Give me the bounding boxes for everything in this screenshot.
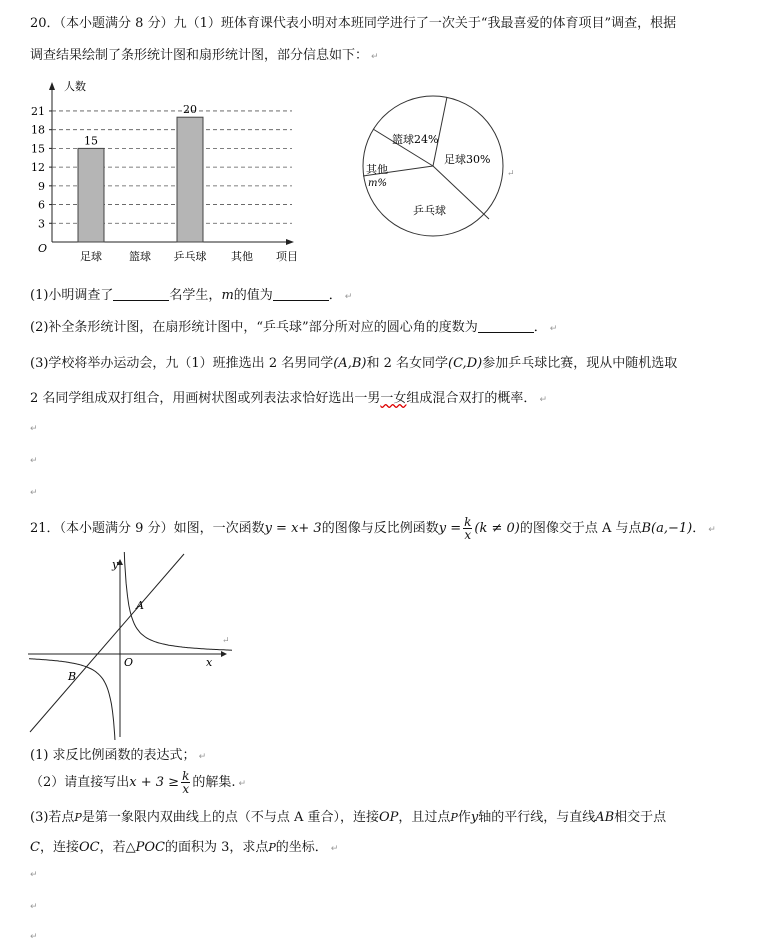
return-mark: ↵: [330, 844, 339, 854]
q20-p3-text-b: 和 2 名女同学: [366, 356, 448, 371]
answer-blank[interactable]: [113, 288, 169, 301]
q21-p2-text: （2）请直接写出: [30, 775, 130, 790]
x-axis-title: 项目: [276, 250, 298, 263]
frac-numerator: k: [182, 769, 190, 783]
y-axis-title: 人数: [64, 80, 86, 93]
q21-part3-line1: [30, 806, 666, 825]
q20-p3-text-d: 2 名同学组成双打组合，用画树状图或列表法求恰好选出一男: [30, 391, 381, 406]
q20-part2: [30, 316, 557, 335]
linear-function: y = x+ 3: [264, 521, 322, 536]
return-mark: ↵: [549, 324, 558, 334]
return-mark: ↵: [30, 456, 38, 466]
frac-numerator: k: [464, 515, 472, 529]
return-mark: ↵: [708, 525, 716, 535]
q21-part2: [30, 770, 246, 795]
segment-OP: OP: [378, 810, 399, 825]
frac-denominator: x: [464, 528, 472, 542]
q21-p3-text-j: 的坐标．: [275, 840, 328, 855]
point-A-label: A: [136, 599, 144, 612]
inequality: x + 3 ≥: [129, 775, 180, 790]
return-mark: ↵: [222, 636, 230, 646]
q21-p3-text-f: 相交于点: [614, 810, 667, 825]
q20-line2: [30, 44, 379, 63]
q20-part1: [30, 284, 352, 303]
q20-p1-text-c: 的值为: [233, 288, 273, 303]
condition-k: (k ≠ 0): [474, 521, 520, 536]
q21-p3-text-e: 轴的平行线，与直线: [478, 810, 596, 825]
return-mark: ↵: [30, 424, 38, 434]
y-tick-label: 3: [38, 217, 45, 231]
origin-label: O: [38, 242, 48, 255]
return-mark: ↵: [198, 752, 207, 762]
math-AB: (A,B): [333, 356, 367, 371]
period: ．: [328, 288, 342, 303]
pie-label-other-percent: m%: [368, 178, 387, 189]
return-mark: ↵: [30, 902, 38, 912]
q20-part3-line1: [30, 352, 677, 371]
segment-OC: OC: [78, 840, 100, 855]
math-CD: (C,D): [448, 356, 483, 371]
q20-intro: 调查结果绘制了条形统计图和扇形统计图，部分信息如下：: [30, 48, 369, 63]
q20-title: 20．（本小题满分 8 分）九（1）班体育课代表小明对本班同学进行了一次关于“我最喜爱的体育项目”调查，根据: [30, 16, 677, 31]
return-mark: ↵: [30, 932, 38, 942]
frac-denominator: x: [182, 782, 190, 796]
bar-value-label: 20: [183, 103, 197, 117]
pie-label-basketball: 篮球24%: [392, 133, 439, 146]
return-mark: ↵: [344, 292, 353, 302]
q21-p3-text-c: ，且过点: [398, 810, 451, 825]
q21-p3-text-g: ，连接: [39, 840, 79, 855]
y-tick-label: 6: [38, 198, 45, 212]
q21-p1-text: (1) 求反比例函数的表达式；: [30, 748, 196, 763]
y-tick-label: 18: [31, 123, 45, 137]
fraction-k-over-x: [181, 770, 190, 795]
return-mark: ↵: [507, 169, 515, 179]
point-B-coord: B(a,−1): [641, 521, 693, 536]
q21-p3-text-h: ，若: [99, 840, 126, 855]
q21-title: 21．（本小题满分 9 分）如图，一次函数: [30, 521, 265, 536]
pie-label-pingpong: 乒乓球: [413, 204, 446, 217]
bar: [78, 148, 104, 242]
y-tick-label: 12: [31, 161, 45, 175]
y-axis-arrow: [49, 82, 55, 90]
line-AB: AB: [595, 810, 615, 825]
spell-check-word: 一女: [380, 391, 407, 406]
answer-blank[interactable]: [273, 288, 329, 301]
q21-p3-text-b: 是第一象限内双曲线上的点（不与点 A 重合），连接: [81, 810, 379, 825]
pie-chart: [355, 86, 530, 251]
function-graph: [28, 552, 243, 740]
var-y: y: [470, 810, 479, 825]
q21-text-b: 的图像与反比例函数: [321, 521, 439, 536]
q21-part1: [30, 744, 206, 763]
period: ．: [692, 521, 706, 536]
q21-p3-text-i: 的面积为 3，求点: [164, 840, 269, 855]
return-mark: ↵: [30, 488, 38, 498]
var-P: P: [450, 811, 458, 824]
inverse-function-lhs: y =: [438, 521, 462, 536]
x-tick-label: 篮球: [129, 250, 151, 263]
q21-line1: [30, 516, 716, 541]
x-tick-label: 足球: [80, 250, 102, 263]
var-C: C: [30, 840, 40, 855]
bar-chart: [30, 78, 310, 268]
triangle-POC: △POC: [125, 840, 165, 855]
q21-text-c: 的图像交于点 A 与点: [519, 521, 642, 536]
return-mark: ↵: [371, 52, 379, 62]
var-P: P: [74, 811, 82, 824]
q20-line1: [30, 12, 676, 31]
y-tick-label: 21: [31, 104, 45, 118]
x-axis-arrow: [286, 239, 294, 245]
q21-p3-text-d: 作: [457, 810, 471, 825]
y-tick-label: 9: [38, 179, 45, 193]
q21-p2-text-b: 的解集.: [192, 775, 236, 790]
pie-label-football: 足球30%: [444, 153, 491, 166]
q20-p2-text: (2)补全条形统计图，在扇形统计图中，“乒乓球”部分所对应的圆心角的度数为: [30, 320, 478, 335]
origin-label: O: [124, 656, 134, 669]
var-P: P: [268, 841, 276, 854]
return-mark: ↵: [539, 395, 547, 405]
y-axis-label: y: [112, 558, 119, 571]
answer-blank[interactable]: [478, 320, 534, 333]
y-tick-label: 15: [31, 142, 45, 156]
return-mark: ↵: [238, 779, 247, 789]
q20-p3-text-c: 参加乒乓球比赛，现从中随机选取: [482, 356, 678, 371]
period: ．: [533, 320, 547, 335]
q20-p1-text: (1)小明调查了: [30, 288, 114, 303]
return-mark: ↵: [30, 870, 38, 880]
fraction-k-over-x: [463, 516, 472, 541]
bar: [177, 117, 203, 242]
q20-p3-text-e: 组成混合双打的概率．: [406, 391, 537, 406]
point-B-label: B: [68, 670, 77, 683]
pie-label-other: 其他: [366, 163, 388, 176]
q20-p3-text: (3)学校将举办运动会，九（1）班推选出 2 名男同学: [30, 356, 334, 371]
x-tick-label: 乒乓球: [173, 250, 207, 263]
q21-p3-text: (3)若点: [30, 810, 75, 825]
var-m: m: [221, 288, 234, 303]
bar-value-label: 15: [84, 134, 98, 148]
q20-p1-text-b: 名学生，: [169, 288, 222, 303]
q21-part3-line2: [30, 836, 338, 855]
x-axis-label: x: [206, 656, 213, 669]
q20-part3-line2: [30, 387, 547, 406]
x-tick-label: 其他: [231, 250, 253, 263]
